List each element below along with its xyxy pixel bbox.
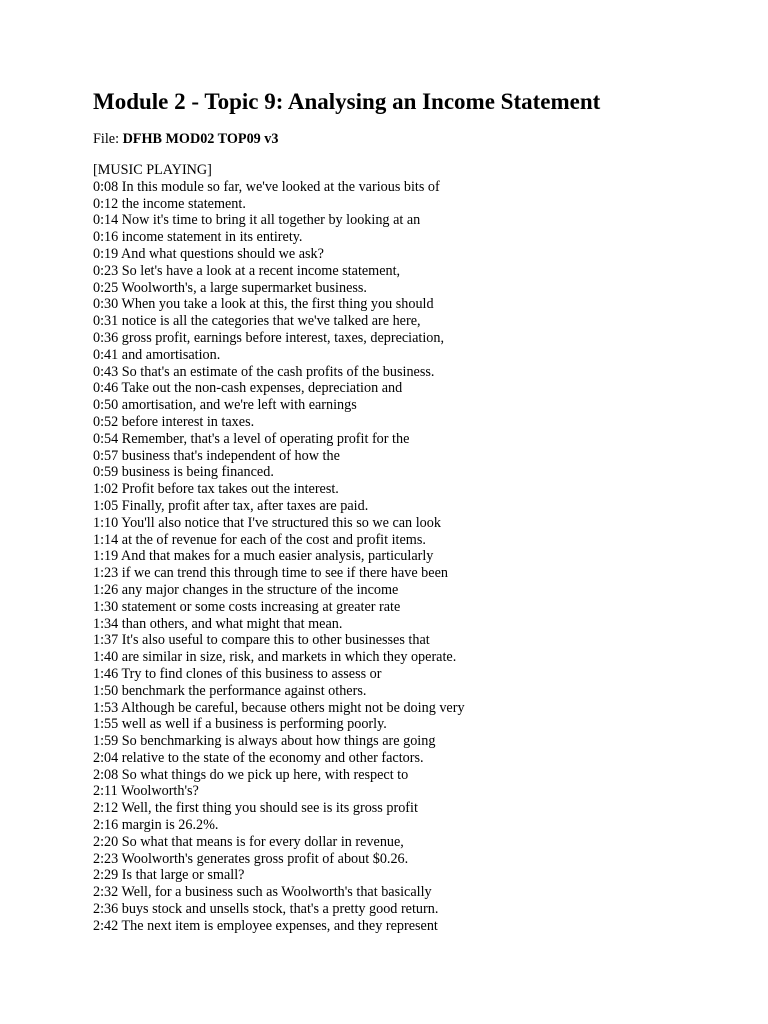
page-title: Module 2 - Topic 9: Analysing an Income Statement — [93, 89, 601, 114]
transcript-line: 0:59 business is being financed. — [93, 464, 274, 481]
transcript-line: 0:46 Take out the non-cash expenses, depreciation and — [93, 380, 403, 397]
transcript-line: [MUSIC PLAYING] — [93, 162, 212, 178]
transcript-line: 2:32 Well, for a business such as Woolworth's that basically — [93, 884, 432, 901]
transcript-line: 1:50 benchmark the performance against others. — [93, 682, 367, 699]
transcript-line: 2:11 Woolworth's? — [93, 783, 199, 800]
transcript-line: 2:12 Well, the first thing you should see is its gross profit — [93, 800, 418, 817]
transcript-line: 0:36 gross profit, earnings before interest, taxes, depreciation, — [93, 329, 445, 346]
transcript-line: 2:08 So what things do we pick up here, with respect to — [93, 766, 409, 783]
transcript-line: 0:54 Remember, that's a level of operating profit for the — [93, 430, 410, 447]
transcript-line: 1:53 Although be careful, because others might not be doing very — [93, 699, 465, 716]
transcript-line: 1:05 Finally, profit after tax, after taxes are paid. — [93, 497, 369, 514]
transcript-line: 1:02 Profit before tax takes out the interest. — [93, 481, 339, 498]
transcript-line: 1:19 And that makes for a much easier analysis, particularly — [93, 548, 434, 565]
transcript-line: 1:34 than others, and what might that mean. — [93, 615, 343, 632]
transcript-line: 0:31 notice is all the categories that we've talked are here, — [93, 313, 421, 330]
file-label: File: — [93, 131, 123, 147]
transcript-line: 0:08 In this module so far, we've looked at the various bits of — [93, 178, 440, 195]
transcript-line: 0:23 So let's have a look at a recent income statement, — [93, 262, 401, 279]
transcript-line: 0:12 the income statement. — [93, 195, 246, 212]
transcript-line: 2:42 The next item is employee expenses, and they represent — [93, 917, 438, 934]
transcript-line: 1:55 well as well if a business is performing poorly. — [93, 716, 387, 733]
transcript-line: 1:14 at the of revenue for each of the cost and profit items. — [93, 531, 426, 548]
transcript-line: 2:29 Is that large or small? — [93, 867, 245, 884]
transcript-line: 1:37 It's also useful to compare this to other businesses that — [93, 632, 430, 649]
transcript-line: 1:10 You'll also notice that I've structured this so we can look — [93, 514, 441, 531]
transcript-line: 0:52 before interest in taxes. — [93, 413, 255, 430]
transcript-line: 0:43 So that's an estimate of the cash profits of the business. — [93, 363, 435, 380]
transcript-line: 2:16 margin is 26.2%. — [93, 817, 219, 834]
transcript-line: 0:14 Now it's time to bring it all together by looking at an — [93, 212, 421, 229]
transcript-line: 2:20 So what that means is for every dollar in revenue, — [93, 833, 404, 850]
transcript-line: 1:30 statement or some costs increasing at greater rate — [93, 598, 401, 615]
transcript-line: 1:40 are similar in size, risk, and markets in which they operate. — [93, 649, 457, 666]
file-info — [93, 131, 733, 148]
transcript-body — [93, 162, 733, 935]
transcript-line: 0:57 business that's independent of how the — [93, 447, 340, 464]
transcript-line: 0:25 Woolworth's, a large supermarket business. — [93, 279, 367, 296]
file-name: DFHB MOD02 TOP09 v3 — [122, 131, 279, 147]
transcript-line: 2:36 buys stock and unsells stock, that's a pretty good return. — [93, 901, 439, 918]
transcript-line: 2:23 Woolworth's generates gross profit of about $0.26. — [93, 850, 409, 867]
transcript-line: 1:59 So benchmarking is always about how things are going — [93, 733, 436, 750]
transcript-line: 1:23 if we can trend this through time to see if there have been — [93, 565, 448, 582]
document-page — [93, 88, 733, 935]
transcript-line: 1:26 any major changes in the structure of the income — [93, 581, 399, 598]
transcript-line: 1:46 Try to find clones of this business to assess or — [93, 665, 382, 682]
transcript-line: 0:16 income statement in its entirety. — [93, 229, 303, 246]
transcript-line: 2:04 relative to the state of the economy and other factors. — [93, 749, 424, 766]
transcript-line: 0:30 When you take a look at this, the first thing you should — [93, 296, 434, 313]
transcript-line: 0:50 amortisation, and we're left with earnings — [93, 397, 357, 414]
transcript-line: 0:41 and amortisation. — [93, 346, 221, 363]
transcript-line: 0:19 And what questions should we ask? — [93, 245, 324, 262]
